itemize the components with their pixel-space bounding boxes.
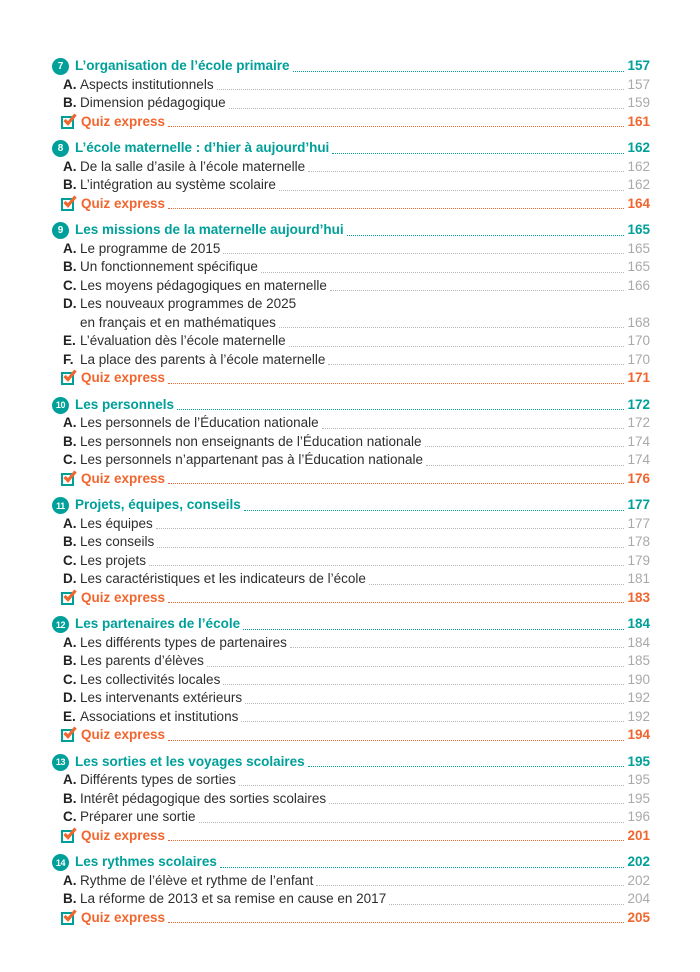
page-number: 166 [627, 277, 650, 293]
checkmark-icon [62, 725, 77, 740]
page-number: 162 [627, 158, 650, 174]
toc-item [52, 332, 650, 351]
dotted-leader [426, 451, 624, 466]
dotted-leader [290, 634, 625, 649]
dotted-leader [289, 332, 625, 347]
toc-item-row [52, 351, 650, 370]
section-title-row [52, 753, 650, 772]
item-label: Les personnels non enseignants de l’Éducation nationale [80, 433, 422, 449]
checkmark-icon [62, 588, 77, 603]
toc-item [52, 552, 650, 571]
toc-item [52, 176, 650, 195]
dotted-leader [261, 258, 625, 273]
item-letter: A. [63, 634, 77, 650]
section-title-row [52, 221, 650, 240]
toc-item [52, 652, 650, 671]
page-number: 157 [627, 58, 650, 73]
item-letter: D. [63, 296, 77, 311]
toc-item [52, 890, 650, 909]
dotted-leader [389, 890, 624, 905]
dotted-leader [425, 433, 625, 448]
section-title: Les sorties et les voyages scolaires [75, 753, 305, 769]
item-label: en français et en mathématiques [80, 314, 276, 330]
toc-item-row [52, 277, 650, 296]
item-letter: F. [63, 351, 74, 367]
dotted-leader [293, 57, 625, 72]
checked-checkbox-icon [61, 473, 74, 486]
toc-item [52, 94, 650, 113]
item-label: Les équipes [80, 515, 153, 531]
page-number: 181 [627, 571, 650, 586]
item-label: Les caractéristiques et les indicateurs de l’école [80, 571, 366, 586]
page-number: 170 [627, 333, 650, 348]
section-items [52, 634, 650, 727]
dotted-leader [207, 652, 625, 667]
dotted-leader [328, 351, 624, 366]
item-letter: B. [63, 653, 77, 668]
toc-item-row [52, 451, 650, 470]
section-items [52, 414, 650, 470]
item-letter: B. [63, 790, 77, 806]
toc-item [52, 515, 650, 534]
item-label: Intérêt pédagogique des sorties scolaires [80, 790, 327, 806]
section-number-badge: 8 [52, 140, 69, 157]
page-number: 170 [627, 351, 650, 367]
item-label: Les projets [80, 552, 147, 568]
dotted-leader [149, 552, 624, 567]
item-label: Les personnels de l’Éducation nationale [80, 415, 319, 430]
item-label: Aspects institutionnels [80, 76, 214, 92]
page-number: 195 [627, 790, 650, 806]
toc-item [52, 634, 650, 653]
section-number-badge: 7 [52, 58, 69, 75]
section-number-badge: 10 [52, 397, 69, 414]
page-number: 195 [627, 772, 650, 787]
quiz-express-label: Quiz express [81, 827, 166, 843]
item-label: Un fonctionnement spécifique [80, 259, 258, 274]
page-number: 174 [627, 452, 650, 467]
section-items [52, 240, 650, 370]
toc-section-10 [52, 396, 650, 489]
dotted-leader [223, 240, 624, 255]
item-letter: B. [63, 95, 77, 110]
dotted-leader [308, 158, 624, 173]
page-number: 162 [627, 177, 650, 192]
item-label: Dimension pédagogique [80, 95, 226, 110]
dotted-leader [229, 94, 625, 109]
toc-item [52, 689, 650, 708]
dotted-leader [217, 76, 625, 91]
item-label: Les conseils [80, 534, 155, 549]
checkmark-icon [62, 112, 77, 127]
dotted-leader [168, 827, 624, 842]
item-letter: A. [63, 772, 77, 787]
item-label: Les intervenants extérieurs [80, 690, 243, 705]
checked-checkbox-icon [61, 116, 74, 129]
item-letter: A. [63, 515, 77, 531]
page-number: 177 [627, 497, 650, 512]
section-title-row [52, 853, 650, 872]
toc-item-row [52, 515, 650, 534]
dotted-leader [369, 570, 625, 585]
item-letter: A. [63, 76, 77, 92]
toc-item-row [52, 158, 650, 177]
page-number: 157 [627, 76, 650, 92]
item-letter: C. [63, 552, 77, 568]
checkmark-icon [62, 194, 77, 209]
item-letter: B. [63, 534, 77, 549]
item-label: Les collectivités locales [80, 671, 221, 687]
toc-item-row [52, 890, 650, 909]
item-label: La réforme de 2013 et sa remise en cause en 2017 [80, 891, 387, 906]
toc-item [52, 570, 650, 589]
page-number: 205 [627, 909, 650, 925]
quiz-express-row [52, 470, 650, 489]
toc-item-row [52, 708, 650, 727]
dotted-leader [199, 808, 625, 823]
item-letter: E. [63, 708, 76, 724]
dotted-leader [168, 113, 624, 128]
page-number: 194 [627, 727, 650, 742]
toc-item [52, 240, 650, 259]
checked-checkbox-icon [61, 372, 74, 385]
checkmark-icon [62, 826, 77, 841]
section-number-badge: 12 [52, 616, 69, 633]
checked-checkbox-icon [61, 912, 74, 925]
item-letter: D. [63, 690, 77, 705]
quiz-express-label: Quiz express [81, 909, 166, 925]
toc-item [52, 451, 650, 470]
section-title: Les partenaires de l’école [75, 616, 241, 631]
dotted-leader [279, 176, 625, 191]
dotted-leader [332, 139, 624, 154]
page-number: 202 [627, 854, 650, 869]
section-items [52, 76, 650, 113]
page-number: 172 [627, 396, 650, 412]
section-title-row [52, 396, 650, 415]
page-number: 165 [627, 240, 650, 256]
dotted-leader [168, 369, 624, 384]
toc-item [52, 708, 650, 727]
page-number: 201 [627, 827, 650, 843]
toc-item-row [52, 634, 650, 653]
page-number: 171 [627, 370, 650, 385]
item-letter: A. [63, 240, 77, 256]
page-number: 164 [627, 195, 650, 211]
quiz-express-label: Quiz express [81, 727, 166, 742]
toc-item [52, 76, 650, 95]
dotted-leader [308, 753, 625, 768]
toc-item-row [52, 689, 650, 708]
section-title-row [52, 57, 650, 76]
item-letter: B. [63, 259, 77, 274]
toc-item [52, 258, 650, 277]
dotted-leader [329, 790, 624, 805]
quiz-express-label: Quiz express [81, 470, 166, 486]
toc-section-7 [52, 57, 650, 131]
toc-section-8 [52, 139, 650, 213]
toc-item [52, 158, 650, 177]
item-letter: C. [63, 809, 77, 824]
dotted-leader [156, 515, 625, 530]
page-number: 165 [627, 222, 650, 237]
item-label: Préparer une sortie [80, 809, 196, 824]
toc-item [52, 872, 650, 891]
item-label: L’évaluation dès l’école maternelle [80, 333, 286, 348]
quiz-express-row [52, 827, 650, 846]
item-label: Les moyens pédagogiques en maternelle [80, 277, 327, 293]
toc-item-row [52, 240, 650, 259]
dotted-leader [168, 470, 624, 485]
dotted-leader [330, 277, 625, 292]
page-number: 177 [627, 515, 650, 531]
page-number: 192 [627, 690, 650, 705]
item-label: Le programme de 2015 [80, 240, 221, 256]
page-number: 168 [627, 314, 650, 330]
page-number: 185 [627, 653, 650, 668]
section-items [52, 515, 650, 589]
dotted-leader [279, 314, 625, 329]
dotted-leader [223, 671, 624, 686]
checkmark-icon [62, 908, 77, 923]
section-title-row [52, 615, 650, 634]
item-letter: B. [63, 433, 77, 449]
dotted-leader [244, 496, 625, 511]
toc-section-13 [52, 753, 650, 846]
page-number: 178 [627, 534, 650, 549]
toc-item [52, 414, 650, 433]
dotted-leader [241, 708, 624, 723]
toc-item [52, 277, 650, 296]
toc-item-row [52, 295, 650, 314]
toc-item-row [52, 176, 650, 195]
page-number: 190 [627, 671, 650, 687]
item-letter: D. [63, 571, 77, 586]
item-label: Les personnels n’appartenant pas à l’Éducation nationale [80, 452, 423, 467]
page-number: 165 [627, 259, 650, 274]
toc-item-row [52, 671, 650, 690]
toc-item-row [52, 771, 650, 790]
page-number: 159 [627, 95, 650, 110]
checked-checkbox-icon [61, 198, 74, 211]
toc-item-row [52, 76, 650, 95]
quiz-express-row [52, 909, 650, 928]
quiz-express-row [52, 195, 650, 214]
page-number: 172 [627, 415, 650, 430]
toc-section-14 [52, 853, 650, 927]
quiz-express-row [52, 726, 650, 745]
item-label: Différents types de sorties [80, 772, 236, 787]
section-items [52, 872, 650, 909]
dotted-leader [220, 853, 625, 868]
dotted-leader [316, 872, 624, 887]
section-number-badge: 9 [52, 222, 69, 239]
page-number: 179 [627, 552, 650, 568]
item-label: L’intégration au système scolaire [80, 177, 276, 192]
item-label: Associations et institutions [80, 708, 239, 724]
item-letter: C. [63, 277, 77, 293]
section-title-row [52, 139, 650, 158]
page-number: 183 [627, 589, 650, 605]
page-number: 174 [627, 433, 650, 449]
item-label: La place des parents à l’école maternelle [80, 351, 326, 367]
dotted-leader [243, 615, 624, 630]
page-number: 184 [627, 616, 650, 631]
toc-item [52, 533, 650, 552]
checked-checkbox-icon [61, 592, 74, 605]
page-number: 196 [627, 809, 650, 824]
toc-item [52, 790, 650, 809]
checked-checkbox-icon [61, 830, 74, 843]
page-number: 162 [627, 140, 650, 155]
dotted-leader [245, 689, 624, 704]
item-letter: B. [63, 177, 77, 192]
section-number-badge: 11 [52, 497, 69, 514]
toc-section-12 [52, 615, 650, 745]
quiz-express-label: Quiz express [81, 195, 166, 211]
quiz-express-row [52, 369, 650, 388]
item-letter: A. [63, 158, 77, 174]
dotted-leader [157, 533, 624, 548]
item-label: Les différents types de partenaires [80, 634, 287, 650]
dotted-leader [168, 726, 624, 741]
toc-item-row [52, 652, 650, 671]
quiz-express-label: Quiz express [81, 113, 166, 129]
item-letter: C. [63, 671, 77, 687]
toc-item-row [52, 533, 650, 552]
toc-item-row [52, 414, 650, 433]
item-label: Les parents d’élèves [80, 653, 204, 668]
toc-item [52, 433, 650, 452]
toc-item-row [52, 808, 650, 827]
toc-item-row [52, 872, 650, 891]
dotted-leader [168, 195, 624, 210]
toc-item-row [52, 552, 650, 571]
item-label: De la salle d’asile à l’école maternelle [80, 158, 306, 174]
page-number: 204 [627, 891, 650, 906]
page-number: 184 [627, 634, 650, 650]
page-number: 176 [627, 470, 650, 486]
section-title: Les rythmes scolaires [75, 854, 217, 869]
section-items [52, 771, 650, 827]
section-title: L’école maternelle : d’hier à aujourd’hui [75, 140, 330, 155]
toc-item [52, 771, 650, 790]
toc-item [52, 808, 650, 827]
section-title: Les missions de la maternelle aujourd’hui [75, 222, 344, 237]
dotted-leader [239, 771, 625, 786]
section-items [52, 158, 650, 195]
checked-checkbox-icon [61, 729, 74, 742]
item-letter: B. [63, 891, 77, 906]
toc-item [52, 351, 650, 370]
toc-item-row [52, 570, 650, 589]
toc-item-row [52, 433, 650, 452]
toc-item-row [52, 790, 650, 809]
page-number: 192 [627, 708, 650, 724]
toc-item-row [52, 332, 650, 351]
toc-item-continuation-row [52, 314, 650, 333]
section-title-row [52, 496, 650, 515]
section-title: Projets, équipes, conseils [75, 497, 241, 512]
toc-section-9 [52, 221, 650, 388]
quiz-express-label: Quiz express [81, 589, 166, 605]
section-number-badge: 14 [52, 854, 69, 871]
dotted-leader [168, 909, 624, 924]
item-letter: A. [63, 415, 77, 430]
section-title: L’organisation de l’école primaire [75, 58, 290, 73]
item-label: Les nouveaux programmes de 2025 [80, 296, 297, 311]
quiz-express-label: Quiz express [81, 370, 166, 385]
item-label: Rythme de l’élève et rythme de l’enfant [80, 872, 314, 888]
toc-item-row [52, 94, 650, 113]
toc-item-row [52, 258, 650, 277]
section-number-badge: 13 [52, 754, 69, 771]
section-title: Les personnels [75, 396, 175, 412]
quiz-express-row [52, 113, 650, 132]
quiz-express-row [52, 589, 650, 608]
toc-item [52, 671, 650, 690]
page-number: 202 [627, 872, 650, 888]
dotted-leader [322, 414, 625, 429]
item-letter: E. [63, 333, 76, 348]
item-letter: A. [63, 872, 77, 888]
dotted-leader [347, 221, 625, 236]
page-number: 161 [627, 113, 650, 129]
dotted-leader [177, 396, 624, 411]
toc-section-11 [52, 496, 650, 607]
page-number: 195 [627, 753, 650, 769]
checkmark-icon [62, 469, 77, 484]
checkmark-icon [62, 368, 77, 383]
item-letter: C. [63, 452, 77, 467]
toc-item [52, 295, 650, 332]
dotted-leader [168, 589, 624, 604]
